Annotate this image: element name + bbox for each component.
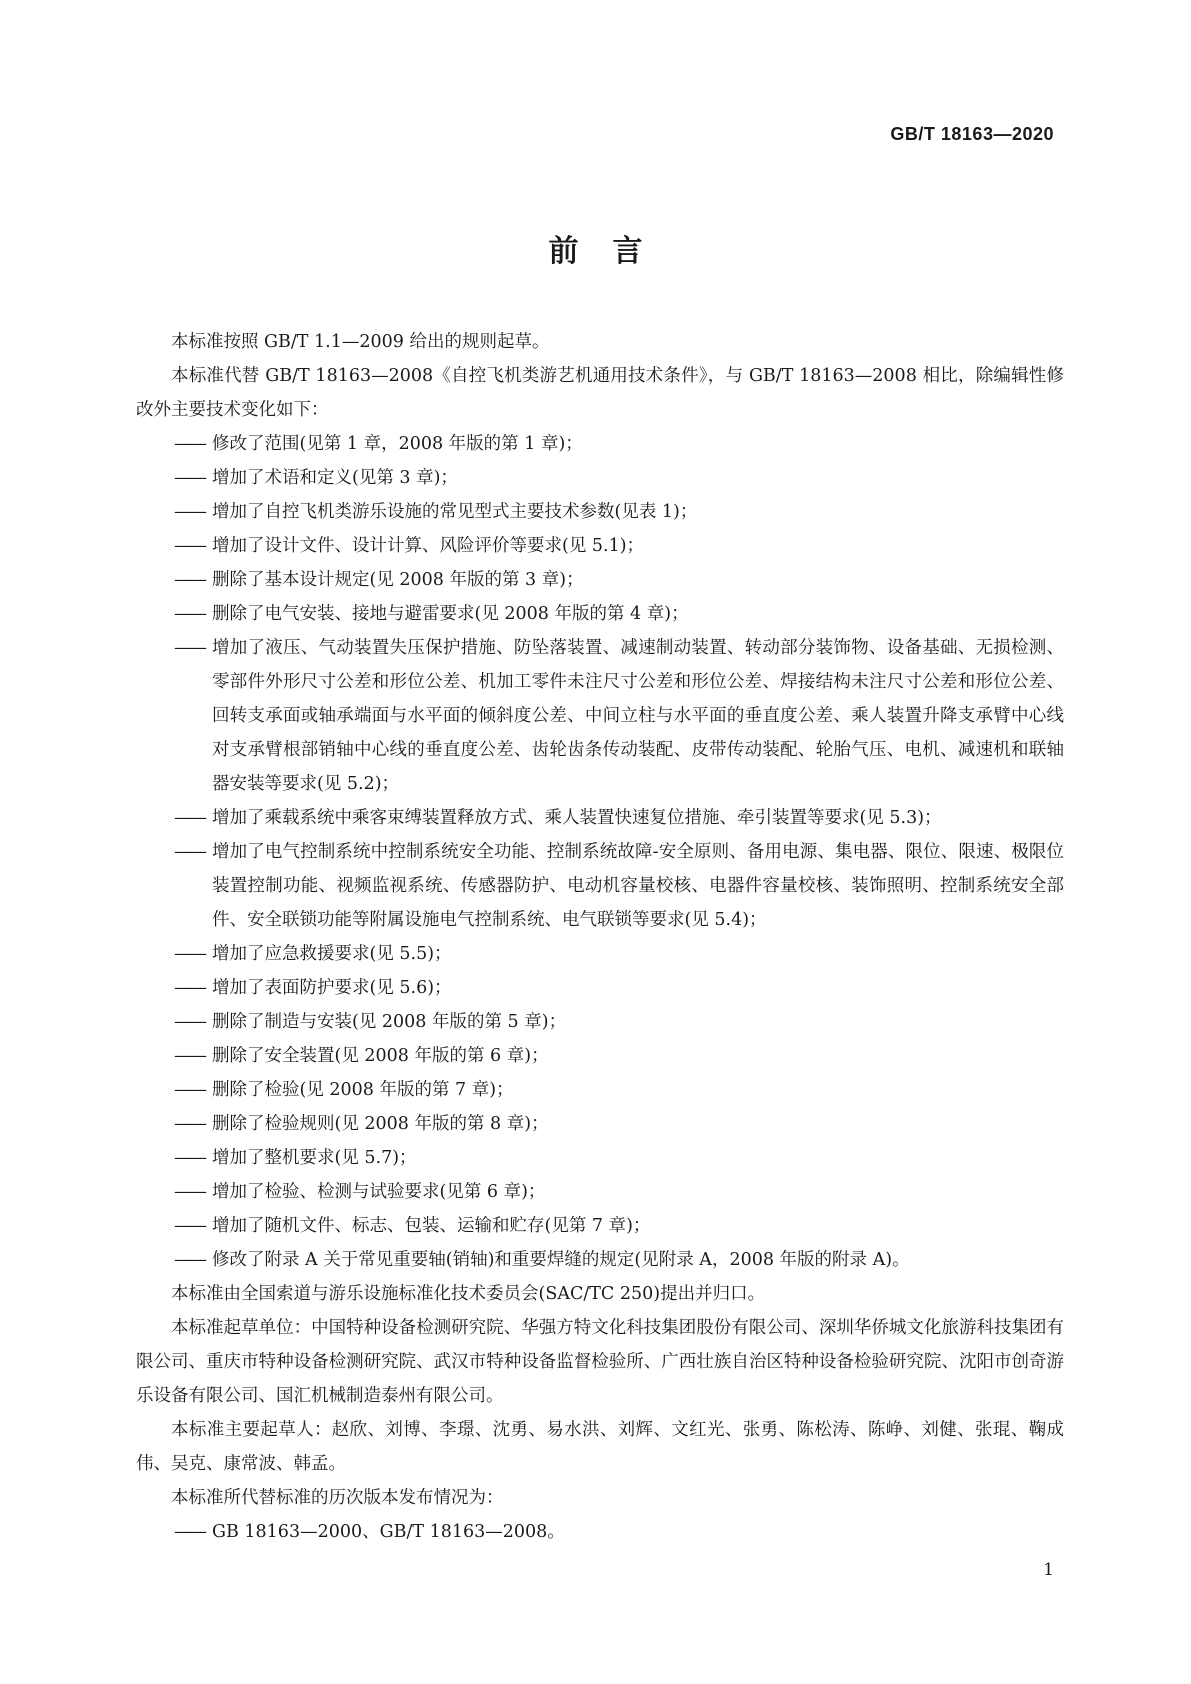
dash-mark: —— — [174, 570, 205, 590]
list-item-text: 增加了自控飞机类游乐设施的常见型式主要技术参数(见表 1)； — [212, 502, 698, 522]
dash-mark: —— — [174, 468, 205, 488]
list-item-text: 增加了液压、气动装置失压保护措施、防坠落装置、减速制动装置、转动部分装饰物、设备基础、无损检测、零部件外形尺寸公差和形位公差、机加工零件未注尺寸公差和形位公差、焊接结构未注尺寸公差和形位公差、回转支承面或轴承端面与水平面的倾斜度公差、中间立柱与水平面的垂直度公差、乘人装置升降支承臂中心线对支承臂根部销轴中心线的垂直度公差、齿轮齿条传动装配、皮带传动装配、轮胎气压、电机、减速机和联轴器安装等要求(见 5.2)； — [212, 638, 1064, 794]
list-item-text: 增加了乘载系统中乘客束缚装置释放方式、乘人装置快速复位措施、牵引装置等要求(见 5.3)； — [212, 808, 942, 828]
intro-paragraph: 本标准按照 GB/T 1.1—2009 给出的规则起草。 — [171, 332, 550, 352]
list-item — [136, 1005, 1064, 1039]
list-item — [136, 461, 1064, 495]
list-item — [136, 1243, 1064, 1277]
list-item — [136, 597, 1064, 631]
dash-mark: —— — [174, 808, 205, 828]
list-item — [136, 1515, 1064, 1549]
list-item — [136, 835, 1064, 937]
dash-mark: —— — [174, 604, 205, 624]
page-number: 1 — [1043, 1560, 1054, 1580]
list-item — [136, 1141, 1064, 1175]
list-item-text: 删除了检验(见 2008 年版的第 7 章)； — [212, 1080, 514, 1100]
dash-mark: —— — [174, 842, 205, 862]
closing-paragraph: 本标准所代替标准的历次版本发布情况为： — [171, 1488, 504, 1508]
list-item — [136, 801, 1064, 835]
dash-mark: —— — [174, 1148, 205, 1168]
list-item-text: 增加了表面防护要求(见 5.6)； — [212, 978, 452, 998]
closing-paragraph: 本标准由全国索道与游乐设施标准化技术委员会(SAC/TC 250)提出并归口。 — [171, 1284, 766, 1304]
dash-mark: —— — [174, 1182, 205, 1202]
standard-code: GB/T 18163—2020 — [890, 124, 1054, 144]
changes-list — [136, 427, 1064, 1277]
page-title: 前言 — [548, 234, 677, 269]
list-item — [136, 529, 1064, 563]
list-item-text: 删除了安全装置(见 2008 年版的第 6 章)； — [212, 1046, 549, 1066]
dash-mark: —— — [174, 1250, 205, 1270]
dash-mark: —— — [174, 944, 205, 964]
dash-mark: —— — [174, 1216, 205, 1236]
list-item — [136, 1175, 1064, 1209]
list-item-text: GB 18163—2000、GB/T 18163—2008。 — [212, 1522, 565, 1542]
dash-mark: —— — [174, 1046, 205, 1066]
list-item-text: 增加了术语和定义(见第 3 章)； — [212, 468, 458, 488]
list-item-text: 修改了附录 A 关于常见重要轴(销轴)和重要焊缝的规定(见附录 A，2008 年版的附录 A)。 — [212, 1250, 910, 1270]
list-item-text: 修改了范围(见第 1 章，2008 年版的第 1 章)； — [212, 434, 583, 454]
list-item-text: 增加了整机要求(见 5.7)； — [212, 1148, 417, 1168]
closing-paragraph: 本标准起草单位：中国特种设备检测研究院、华强方特文化科技集团股份有限公司、深圳华侨城文化旅游科技集团有限公司、重庆市特种设备检测研究院、武汉市特种设备监督检验所、广西壮族自治区特种设备检验研究院、沈阳市创奇游乐设备有限公司、国汇机械制造泰州有限公司。 — [136, 1318, 1064, 1406]
dash-mark: —— — [174, 1522, 205, 1542]
list-item-text: 增加了随机文件、标志、包装、运输和贮存(见第 7 章)； — [212, 1216, 651, 1236]
list-item — [136, 563, 1064, 597]
list-item-text: 删除了基本设计规定(见 2008 年版的第 3 章)； — [212, 570, 584, 590]
dash-mark: —— — [174, 536, 205, 556]
list-item — [136, 971, 1064, 1005]
list-item — [136, 631, 1064, 801]
list-item-text: 增加了电气控制系统中控制系统安全功能、控制系统故障-安全原则、备用电源、集电器、限位、限速、极限位装置控制功能、视频监视系统、传感器防护、电动机容量校核、电器件容量校核、装饰照明、控制系统安全部件、安全联锁功能等附属设施电气控制系统、电气联锁等要求(见 5.4)； — [212, 842, 1064, 930]
dash-mark: —— — [174, 978, 205, 998]
dash-mark: —— — [174, 1012, 205, 1032]
list-item-text: 删除了检验规则(见 2008 年版的第 8 章)； — [212, 1114, 549, 1134]
list-item-text: 增加了应急救援要求(见 5.5)； — [212, 944, 452, 964]
preface-body — [136, 325, 1064, 1549]
list-item-text: 增加了设计文件、设计计算、风险评价等要求(见 5.1)； — [212, 536, 645, 556]
list-item — [136, 1107, 1064, 1141]
list-item — [136, 1039, 1064, 1073]
dash-mark: —— — [174, 502, 205, 522]
dash-mark: —— — [174, 434, 205, 454]
list-item-text: 增加了检验、检测与试验要求(见第 6 章)； — [212, 1182, 546, 1202]
dash-mark: —— — [174, 1080, 205, 1100]
dash-mark: —— — [174, 638, 205, 658]
list-item — [136, 427, 1064, 461]
list-item-text: 删除了制造与安装(见 2008 年版的第 5 章)； — [212, 1012, 567, 1032]
list-item — [136, 495, 1064, 529]
list-item-text: 删除了电气安装、接地与避雷要求(见 2008 年版的第 4 章)； — [212, 604, 689, 624]
closing-paragraph: 本标准主要起草人：赵欣、刘博、李璟、沈勇、易水洪、刘辉、文红光、张勇、陈松涛、陈峥、刘健、张琨、鞠成伟、吴克、康常波、韩孟。 — [136, 1420, 1064, 1474]
list-item — [136, 1209, 1064, 1243]
intro-paragraph: 本标准代替 GB/T 18163—2008《自控飞机类游艺机通用技术条件》，与 GB/T 18163—2008 相比，除编辑性修改外主要技术变化如下： — [136, 366, 1064, 420]
list-item — [136, 937, 1064, 971]
dash-mark: —— — [174, 1114, 205, 1134]
list-item — [136, 1073, 1064, 1107]
